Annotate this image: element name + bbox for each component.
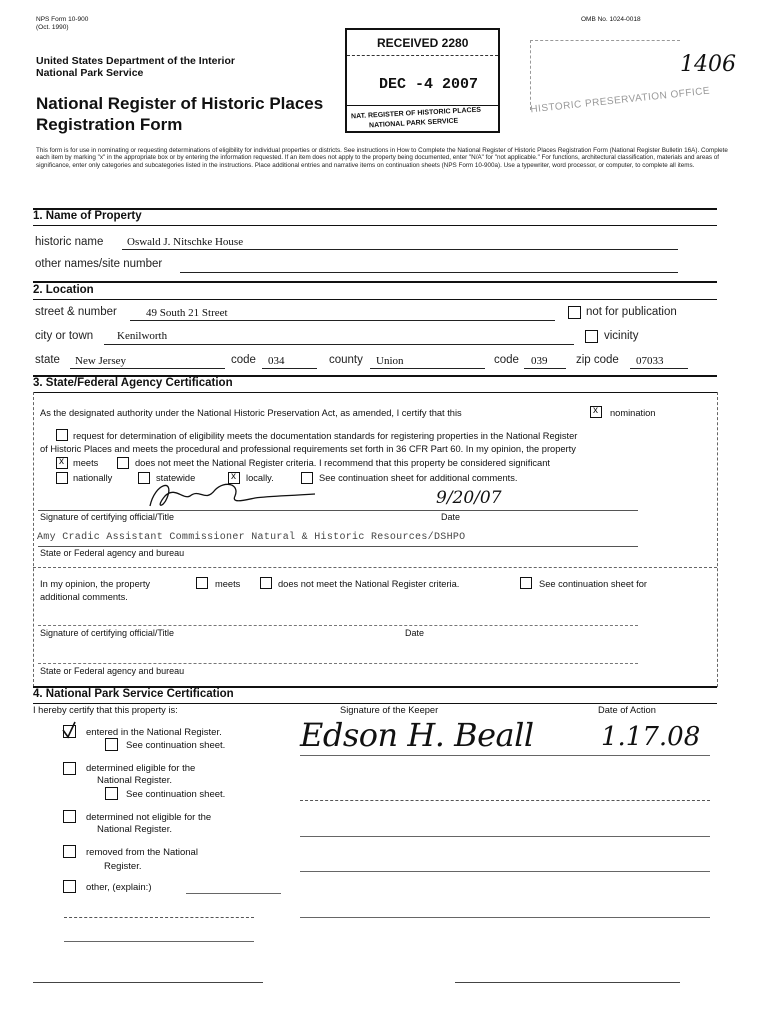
bureau2-line — [38, 663, 638, 664]
state-label: state — [35, 354, 60, 366]
other-line[interactable] — [186, 893, 281, 894]
county-code-value[interactable]: 039 — [531, 355, 548, 367]
opinion-does-not-checkbox[interactable] — [260, 577, 272, 589]
section3-divider — [33, 567, 717, 568]
section3-heading-rule — [33, 392, 717, 393]
stamp-nat-register: NAT. REGISTER OF HISTORIC PLACES — [350, 106, 482, 121]
keeper-label: Signature of the Keeper — [340, 705, 439, 715]
county-label: county — [329, 354, 363, 366]
entered-see-cont-label: See continuation sheet. — [126, 740, 226, 751]
received-stamp-date: DEC -4 2007 — [379, 76, 479, 93]
see-continuation-label: See continuation sheet for additional comments. — [319, 473, 518, 483]
signature-line — [38, 510, 638, 511]
opinion-text-a: In my opinion, the property — [40, 579, 151, 589]
does-not-meet-label: does not meet the National Register criteria. I recommend that this property be considered significant — [135, 458, 550, 468]
service-name: National Park Service — [36, 67, 144, 79]
determined-eligible-label: determined eligible for the — [86, 763, 196, 774]
signature2-line — [38, 625, 638, 626]
date2-label: Date — [405, 628, 425, 638]
footer-line-right — [455, 982, 680, 983]
opinion-see-label: See continuation sheet for — [539, 579, 648, 589]
removed-label2: Register. — [104, 861, 142, 872]
other-names-line[interactable] — [180, 272, 678, 273]
opinion-see-checkbox[interactable] — [520, 577, 532, 589]
entered-see-cont-checkbox[interactable] — [105, 738, 118, 751]
determined-eligible-checkbox[interactable] — [63, 762, 76, 775]
opinion-text-c: additional comments. — [40, 592, 128, 602]
county-code-line — [524, 368, 566, 369]
other-line-2[interactable] — [64, 917, 254, 918]
statewide-label: statewide — [156, 473, 196, 483]
county-line — [370, 368, 485, 369]
determined-line — [300, 800, 710, 801]
received-stamp — [345, 28, 500, 133]
section3-right-border — [717, 392, 718, 687]
not-eligible-label2: National Register. — [97, 824, 172, 835]
opinion-meets-checkbox[interactable] — [196, 577, 208, 589]
footer-line-left — [33, 982, 263, 983]
street-label: street & number — [35, 306, 117, 318]
zip-line — [630, 368, 688, 369]
omb-number: OMB No. 1024-0018 — [581, 16, 641, 23]
section4-intro: I hereby certify that this property is: — [33, 705, 178, 715]
not-for-publication-label: not for publication — [586, 306, 677, 318]
removed-label: removed from the National — [86, 847, 198, 858]
state-code-label: code — [231, 354, 256, 366]
form-title-line2: Registration Form — [36, 115, 183, 134]
county-code-label: code — [494, 354, 519, 366]
received-stamp-title: RECEIVED 2280 — [377, 36, 469, 50]
city-label: city or town — [35, 330, 94, 342]
state-code-line — [262, 368, 317, 369]
historic-name-value[interactable]: Oswald J. Nitschke House — [127, 236, 244, 248]
signature2-label: Signature of certifying official/Title — [40, 628, 175, 638]
certifying-date-value: 9/20/07 — [436, 488, 502, 508]
date-label: Date — [441, 512, 461, 522]
bureau2-label: State or Federal agency and bureau — [40, 666, 185, 676]
vicinity-checkbox[interactable] — [585, 330, 598, 343]
historic-name-label: historic name — [35, 236, 104, 248]
other-names-label: other names/site number — [35, 258, 163, 270]
form-number: NPS Form 10-900 — [36, 16, 89, 23]
certifying-official-name: Amy Cradic Assistant Commissioner Natural & Historic Resources/DSHPO — [37, 532, 466, 543]
hpo-stamp-text: HISTORIC PRESERVATION OFFICE — [529, 85, 711, 116]
signature-label: Signature of certifying official/Title — [40, 512, 175, 522]
state-code-value[interactable]: 034 — [268, 355, 285, 367]
opinion-does-not-label: does not meet the National Register criteria. — [278, 579, 460, 589]
section1-heading-rule — [33, 225, 717, 226]
other-line-3[interactable] — [64, 941, 254, 942]
zip-value[interactable]: 07033 — [636, 355, 664, 367]
department-name: United States Department of the Interior — [36, 55, 235, 67]
meets-checkbox[interactable] — [56, 457, 68, 469]
removed-checkbox[interactable] — [63, 845, 76, 858]
determined-see-cont-label: See continuation sheet. — [126, 789, 226, 800]
not-eligible-label: determined not eligible for the — [86, 812, 212, 823]
section2-heading: 2. Location — [33, 284, 94, 296]
other-label: other, (explain:) — [86, 882, 152, 893]
section4-heading: 4. National Park Service Certification — [33, 688, 234, 700]
determined-see-cont-checkbox[interactable] — [105, 787, 118, 800]
meets-label: meets — [73, 458, 99, 468]
form-title-line1: National Register of Historic Places — [36, 94, 324, 113]
entered-label: entered in the National Register. — [86, 727, 222, 738]
form-instructions: This form is for use in nominating or requesting determinations of eligibility for individual properties or districts. See instructions in How to Complete the National Register of Historic Places Registration Form (National Register Bulletin 16A). Complete each item by marking "x" in the appropriate box or by entering the information requested. If an item does not apply to the property being documented, enter "N/A" for "not applicable." For functions, architectural classification, materials and areas of significance, enter only categories and subcategories listed in the instructions. Place additional entries and narrative items on continuation sheets (NPS Form 10-900a). Use a typewriter, word processor, or computer, to complete all items. — [36, 147, 728, 169]
certify-line2: request for determination of eligibility meets the documentation standards for registering properties in the National Register — [73, 431, 578, 441]
street-line — [130, 320, 555, 321]
section2-top-rule — [33, 281, 717, 283]
does-not-meet-checkbox[interactable] — [117, 457, 129, 469]
removed-line — [300, 871, 710, 872]
keeper-signature-line — [300, 755, 710, 756]
not-for-publication-checkbox[interactable] — [568, 306, 581, 319]
request-checkbox[interactable] — [56, 429, 68, 441]
historic-name-line — [122, 249, 678, 250]
city-value[interactable]: Kenilworth — [117, 330, 168, 342]
locally-label: locally. — [246, 473, 274, 483]
determined-eligible-label2: National Register. — [97, 775, 172, 786]
handwritten-number: 1406 — [680, 52, 736, 77]
nationally-checkbox[interactable] — [56, 472, 68, 484]
city-line — [104, 344, 574, 345]
section3-left-border — [33, 392, 34, 687]
certify-line1: As the designated authority under the National Historic Preservation Act, as amended, I certify that this — [40, 408, 462, 418]
certify-line3: of Historic Places and meets the procedural and professional requirements set forth in 36 CFR Part 60. In my opinion, the property — [40, 444, 576, 454]
state-value[interactable]: New Jersey — [75, 355, 127, 367]
date-of-action-label: Date of Action — [598, 705, 656, 715]
stamp-rule — [347, 55, 498, 56]
other-line-2-right — [300, 917, 710, 918]
section4-heading-rule — [33, 703, 717, 704]
zip-label: zip code — [576, 354, 619, 366]
keeper-signature: Edson H. Beall — [300, 716, 534, 754]
entered-check-mark — [60, 720, 78, 740]
vicinity-label: vicinity — [604, 330, 639, 342]
nationally-label: nationally — [73, 473, 113, 483]
opinion-meets-label: meets — [215, 579, 241, 589]
nomination-checkbox[interactable] — [590, 406, 602, 418]
bureau-label: State or Federal agency and bureau — [40, 548, 185, 558]
state-line — [70, 368, 225, 369]
date-of-action-value: 1.17.08 — [601, 722, 701, 752]
nomination-label: nomination — [610, 408, 656, 418]
other-checkbox[interactable] — [63, 880, 76, 893]
not-eligible-line — [300, 836, 710, 837]
certifying-signature — [145, 478, 325, 513]
county-value[interactable]: Union — [376, 355, 404, 367]
section1-heading: 1. Name of Property — [33, 210, 142, 222]
section3-heading: 3. State/Federal Agency Certification — [33, 377, 233, 389]
street-value[interactable]: 49 South 21 Street — [146, 307, 228, 319]
not-eligible-checkbox[interactable] — [63, 810, 76, 823]
bureau-line — [38, 546, 638, 547]
form-date: (Oct. 1990) — [36, 24, 69, 31]
stamp-nps: NATIONAL PARK SERVICE — [368, 117, 459, 130]
section2-heading-rule — [33, 299, 717, 300]
